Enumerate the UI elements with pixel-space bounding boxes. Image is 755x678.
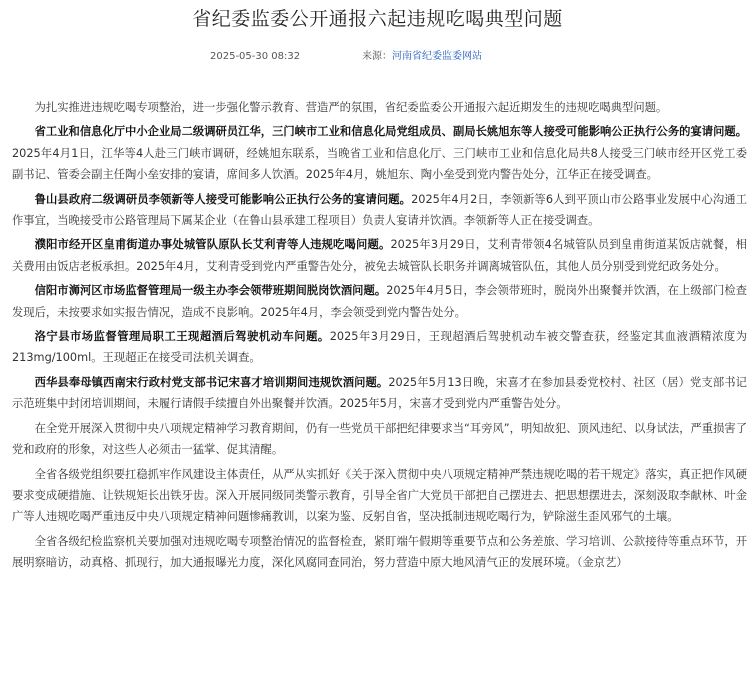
case-paragraph <box>12 326 747 369</box>
source-link[interactable]: 河南省纪委监委网站 <box>392 51 482 62</box>
case-heading: 信阳市浉河区市场监督管理局一级主办李会领带班期间脱岗饮酒问题。 <box>34 284 387 298</box>
case-heading: 西华县奉母镇西南宋行政村党支部书记宋喜才培训期间违规饮酒问题。 <box>34 375 389 389</box>
case-heading: 洛宁县市场监督管理局职工王现超酒后驾驶机动车问题。 <box>34 330 330 344</box>
case-text: 2025年5月13日晚，宋喜才在参加县委党校村、社区（居）党支部书记示范班集中封闭培训期间，未履行请假手续擅自外出聚餐并饮酒。2025年5月，宋喜才受到党内严重警告处分。 <box>12 375 747 411</box>
case-text: 2025年4月1日，江华等4人赴三门峡市调研，经姚旭东联系，当晚省工业和信息化厅、三门峡市工业和信息化局共8人接受三门峡市经开区党工委副书记、管委会副主任陶小垒安排的宴请，席间多人饮酒。2025年4月，姚旭东、陶小垒受到党内警告处分，江华正在接受调查。 <box>12 146 747 182</box>
case-paragraph <box>12 121 747 185</box>
case-paragraph <box>12 234 747 277</box>
case-paragraph <box>12 189 747 232</box>
case-text: 2025年4月2日，李领新等6人到平顶山市公路事业发展中心沟通工作事宜，当晚接受市公路管理局下属某企业（在鲁山县承建工程项目）负责人宴请并饮酒。李领新等人正在接受调查。 <box>12 192 747 228</box>
case-text: 2025年4月5日，李会领带班时，脱岗外出聚餐并饮酒，在上级部门检查发现后，未按要求如实报告情况，造成不良影响。2025年4月，李会领受到党内警告处分。 <box>12 284 747 319</box>
case-text: 2025年3月29日，艾利青带领4名城管队员到皇甫街道某饭店就餐，相关费用由饭店老板承担。2025年4月，艾利青受到党内严重警告处分，被免去城管队长职务并调离城管队伍，其他人员分别受到党纪政务处分。 <box>12 238 747 273</box>
intro-paragraph: 为扎实推进违规吃喝专项整治，进一步强化警示教育、营造严的氛围，省纪委监委公开通报六起近期发生的违规吃喝典型问题。 <box>34 101 668 114</box>
case-heading: 濮阳市经开区皇甫街道办事处城管队原队长艾利青等人违规吃喝问题。 <box>34 238 391 252</box>
article-title: 省纪委监委公开通报六起违规吃喝典型问题 <box>192 8 563 30</box>
closing-paragraph: 全省各级纪检监察机关要加强对违规吃喝专项整治情况的监督检查，紧盯端午假期等重要节点和公务差旅、学习培训、公款接待等重点环节，开展明察暗访，动真格、抓现行，加大通报曝光力度，深化风腐同查同治，努力营造中原大地风清气正的发展环境。（金京艺） <box>12 534 747 570</box>
article-body <box>12 97 747 577</box>
case-heading: 鲁山县政府二级调研员李领新等人接受可能影响公正执行公务的宴请问题。 <box>34 192 412 206</box>
closing-paragraph: 全省各级党组织要扛稳抓牢作风建设主体责任，从严从实抓好《关于深入贯彻中央八项规定精神严禁违规吃喝的若干规定》落实，真正把作风硬要求变成硬措施、让铁规矩长出铁牙齿。深入开展同级同类警示教育，引导全省广大党员干部把自己摆进去、把思想摆进去，深刻汲取李献林、叶金广等人违规吃喝严重违反中央八项规定精神问题惨痛教训，以案为鉴、反躬自省，坚决抵制违规吃喝行为，铲除滋生歪风邪气的土壤。 <box>12 467 747 524</box>
article-source <box>362 50 482 64</box>
publish-date: 2025-05-30 08:32 <box>210 51 301 62</box>
case-heading: 省工业和信息化厅中小企业局二级调研员江华，三门峡市工业和信息化局党组成员、副局长姚旭东等人接受可能影响公正执行公务的宴请问题。 <box>34 125 747 139</box>
closing-paragraph: 在全党开展深入贯彻中央八项规定精神学习教育期间，仍有一些党员干部把纪律要求当“耳旁风”，明知故犯、顶风违纪、以身试法，严重损害了党和政府的形象，对这些人必须击一猛掌、促其清醒。 <box>12 421 747 457</box>
source-label: 来源： <box>362 51 392 62</box>
case-text: 2025年3月29日，王现超酒后驾驶机动车被交警查获，经鉴定其血液酒精浓度为213mg/100ml。王现超正在接受司法机关调查。 <box>12 330 747 365</box>
case-paragraph <box>12 280 747 323</box>
case-paragraph <box>12 372 747 415</box>
